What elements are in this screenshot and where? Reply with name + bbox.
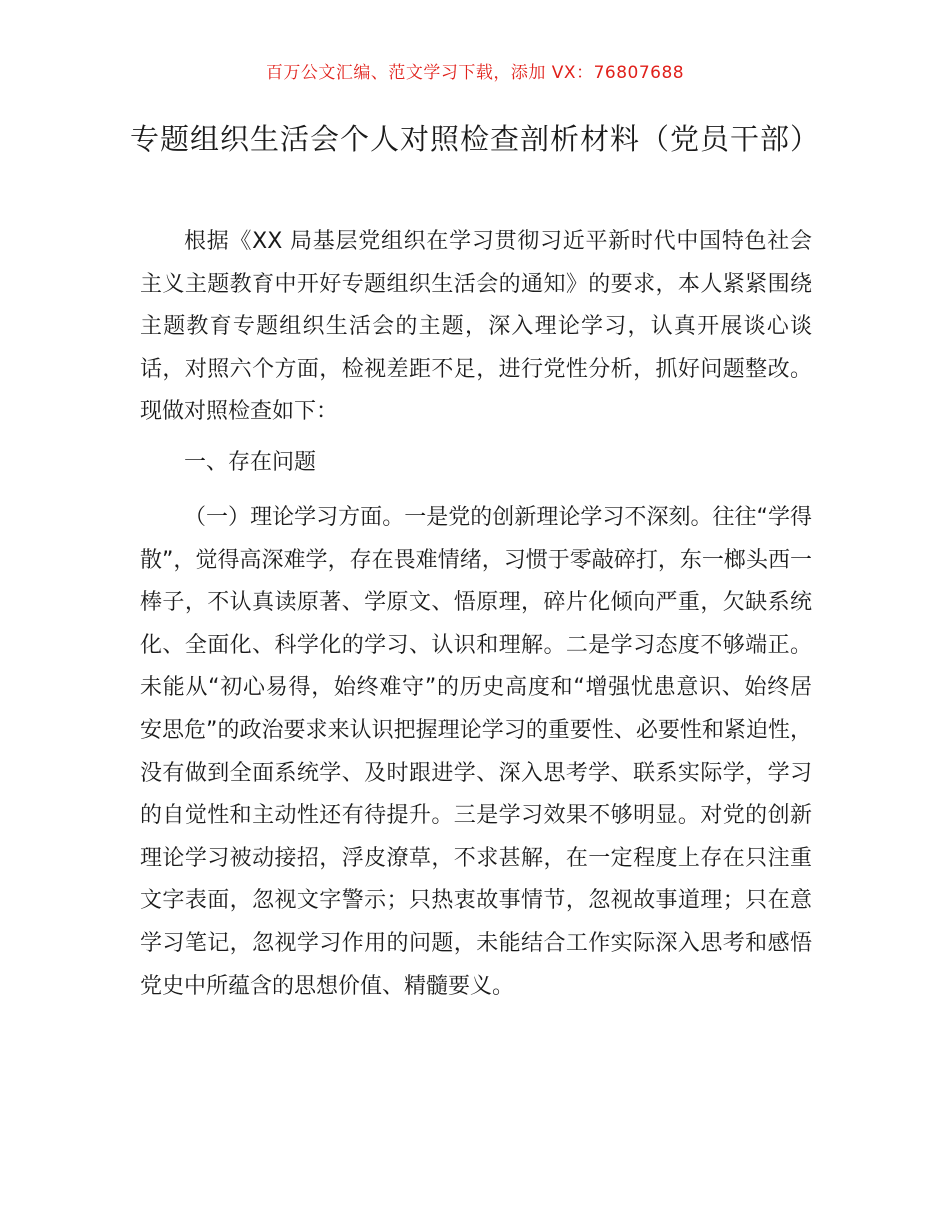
document-title: 专题组织生活会个人对照检查剖析材料（党员干部） [130,122,821,156]
intro-paragraph: 根据《XX 局基层党组织在学习贯彻习近平新时代中国特色社会主义主题教育中开好专题组织生活会的通知》的要求，本人紧紧围绕主题教育专题组织生活会的主题，深入理论学习，认真开展谈心谈话，对照六个方面，检视差距不足，进行党性分析，抓好问题整改。现做对照检查如下： [140,229,812,425]
theory-study-paragraph: （一）理论学习方面。一是党的创新理论学习不深刻。往往“学得散”，觉得高深难学，存在畏难情绪，习惯于零敲碎打，东一榔头西一棒子，不认真读原著、学原文、悟原理，碎片化倾向严重，欠缺系统化、全面化、科学化的学习、认识和理解。二是学习态度不够端正。未能从“初心易得，始终难守”的历史高度和“增强忧患意识、始终居安思危”的政治要求来认识把握理论学习的重要性、必要性和紧迫性，没有做到全面系统学、及时跟进学、深入思考学、联系实际学，学习的自觉性和主动性还有待提升。三是学习效果不够明显。对党的创新理论学习被动接招，浮皮潦草，不求甚解，在一定程度上存在只注重文字表面，忽视文字警示；只热衷故事情节，忽视故事道理；只在意学习笔记，忽视学习作用的问题，未能结合工作实际深入思考和感悟党史中所蕴含的思想价值、精髓要义。 [140,505,812,999]
header-watermark: 百万公文汇编、范文学习下载，添加 VX：76807688 [265,63,685,83]
section-heading: 一、存在问题 [184,450,317,475]
